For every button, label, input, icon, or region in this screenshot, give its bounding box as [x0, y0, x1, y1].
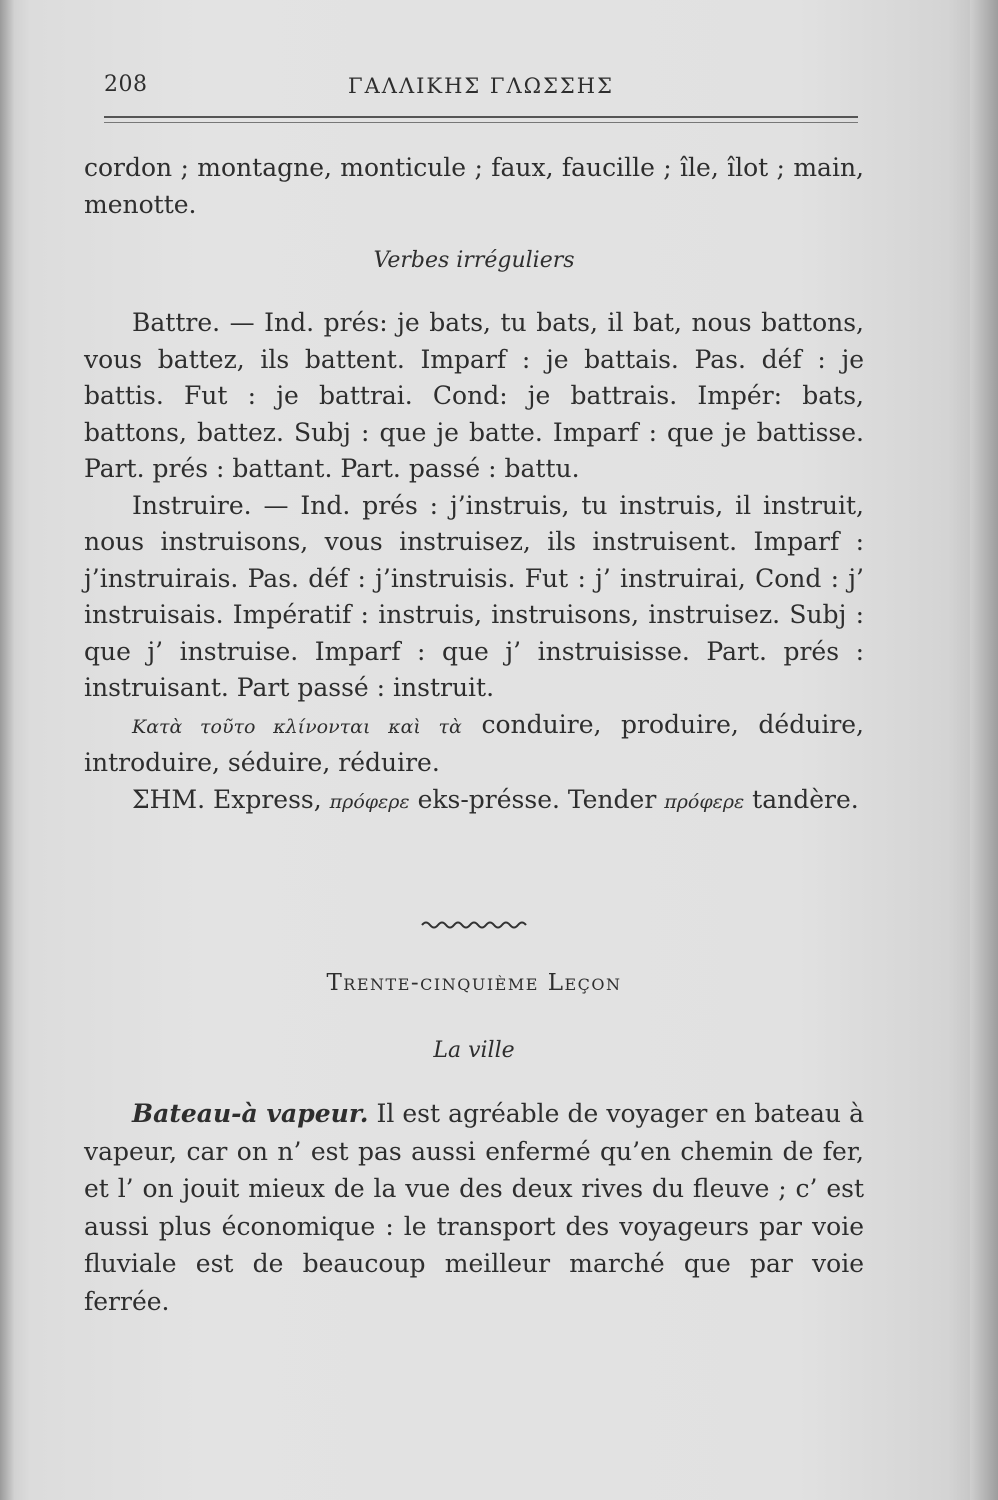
note-label: ΣΗΜ.	[132, 784, 206, 814]
kata-greek: Κατὰ τοῦτο κλίνονται καὶ τὰ	[132, 715, 462, 738]
header-rule	[104, 116, 858, 118]
intro-paragraph: cordon ; montagne, monticule ; faux, faucille ; île, îlot ; main, menotte.	[84, 153, 864, 219]
verbs-heading: Verbes irréguliers	[373, 248, 575, 273]
note-greek-2: πρόφερε	[664, 790, 745, 813]
running-title: ΓΑΛΛΙΚΗΣ ΓΛΩΣΣΗΣ	[348, 74, 614, 98]
page-left-edge	[0, 0, 14, 1500]
page-number: 208	[104, 72, 148, 97]
lesson-title: Trente-cinquième Leçon	[326, 970, 622, 996]
note-greek-1: πρόφερε	[329, 790, 410, 813]
bateau-text: Il est agréable de voyager en bateau à vapeur, car on n’ est pas aussi enfermé qu’en chemin de fer, et l’ on jouit mieux de la vue des deux rives du fleuve ; c’ est aussi plus économique : le transport des voyageurs par voie fluviale est de beaucoup meilleur marché que par voie ferrée.	[84, 1099, 864, 1316]
note-paragraph	[84, 782, 864, 821]
kata-paragraph	[84, 707, 864, 782]
note-tender-pron: tandère.	[752, 784, 859, 814]
ornament-squiggle-icon	[420, 918, 530, 932]
bateau-paragraph	[84, 1095, 864, 1320]
page-header	[104, 72, 858, 112]
note-express: Express,	[212, 784, 322, 814]
kata-french: conduire, produire, déduire, introduire, séduire, réduire.	[84, 709, 865, 777]
verbs-section	[84, 305, 864, 820]
bateau-section	[84, 1095, 864, 1320]
battre-paragraph: Battre. — Ind. prés: je bats, tu bats, il bat, nous battons, vous battez, ils battent. Imparf : je battais. Pas. déf : je battis. Fut : je battrai. Cond: je battrais. Impér: bats, battons, battez. Subj : que je batte. Imparf : que je battisse. Part. prés : battant. Part. passé : battu.	[84, 308, 864, 483]
instruire-paragraph: Instruire. — Ind. prés : j’instruis, tu instruis, il instruit, nous instruisons, vous instruisez, ils instruisent. Imparf : j’instruirais. Pas. déf : j’instruisis. Fut : j’ instruirai, Cond : j’ instruisais. Impératif : instruis, instruisons, instruisez. Subj : que j’ instruise. Imparf : que j’ instruisisse. Part. prés : instruisant. Part passé : instruit.	[84, 490, 864, 702]
note-express-pron: eks-présse. Tender	[417, 784, 657, 814]
bateau-term: Bateau-à vapeur.	[132, 1099, 369, 1128]
header-rule-thin	[104, 122, 858, 123]
page-right-edge	[970, 0, 998, 1500]
lesson-subtitle: La ville	[433, 1038, 515, 1063]
